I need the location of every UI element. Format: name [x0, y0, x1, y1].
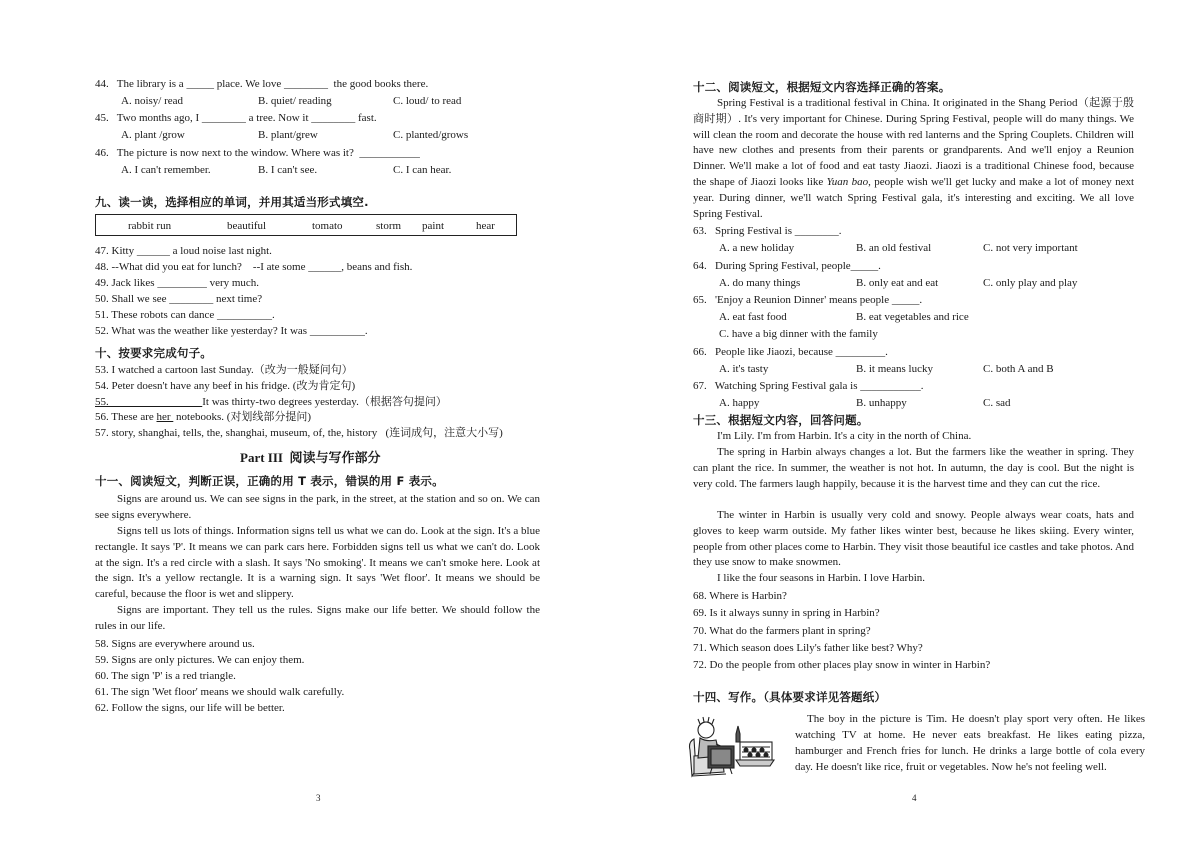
word-bank-item: paint — [422, 220, 444, 232]
q57: 57. story, shanghai, tells, the, shanghai, museum, of, the, history (连词成句，注意大小写) — [95, 427, 503, 439]
q67-option-b: B. unhappy — [856, 397, 907, 409]
q44-option-c: C. loud/ to read — [393, 95, 462, 107]
boy-watching-tv-illustration — [686, 712, 778, 786]
page-number: 3 — [316, 793, 321, 803]
q67-option-a: A. happy — [719, 397, 760, 409]
section-11-title: 十一、阅读短文，判断正误，正确的用 T 表示，错误的用 F 表示。 — [95, 474, 444, 488]
q50: 50. Shall we see ________ next time? — [95, 293, 263, 305]
passage-part-b: , people wish we'll get lucky and make a lot of money next year. During dinner, we'll watch Spring Festival gala, it's interesting and exciting. We all love Spring Festival. — [693, 175, 1135, 220]
q55-text: It was thirty-two degrees yesterday.（根据答句提问） — [202, 396, 447, 408]
word-bank-item: beautiful — [227, 220, 267, 232]
q64-option-a: A. do many things — [719, 277, 801, 289]
q46-option-b: B. I can't see. — [258, 164, 318, 176]
q44-option-b: B. quiet/ reading — [258, 95, 332, 107]
q63-option-b: B. an old festival — [856, 242, 932, 254]
q67-stem: 67. Watching Spring Festival gala is ___________. — [693, 380, 924, 392]
q64-option-c: C. only play and play — [983, 277, 1078, 289]
q52: 52. What was the weather like yesterday? It was __________. — [95, 325, 368, 337]
q67-option-c: C. sad — [983, 397, 1011, 409]
q53: 53. I watched a cartoon last Sunday.（改为一般疑问句） — [95, 364, 353, 376]
writing-prompt-text: The boy in the picture is Tim. He doesn't play sport very often. He likes watching TV at home. He never eats breakfast. He likes eating pizza, hamburger and French fries for lunch. He drinks a large bottle of cola every day. He doesn't like rice, fruit or vegetables. Now he's not feeling well. — [795, 713, 1145, 773]
q65-stem: 65. 'Enjoy a Reunion Dinner' means people _____. — [693, 294, 923, 306]
section-10-title: 十、按要求完成句子。 — [95, 346, 212, 360]
q66-stem: 66. People like Jiaozi, because _________. — [693, 346, 888, 358]
q65-option-c: C. have a big dinner with the family — [719, 328, 878, 340]
q56-pre: 56. These are — [95, 411, 157, 423]
q60: 60. The sign 'P' is a red triangle. — [95, 670, 236, 682]
q64-stem: 64. During Spring Festival, people_____. — [693, 260, 881, 272]
q56-post: notebooks. (对划线部分提问) — [173, 411, 312, 423]
section-9-title: 九、读一读，选择相应的单词，并用其适当形式填空. — [95, 195, 369, 209]
q55 — [95, 395, 447, 409]
q49: 49. Jack likes _________ very much. — [95, 277, 260, 289]
q62: 62. Follow the signs, our life will be better. — [95, 702, 285, 714]
section-12-title: 十二、阅读短文，根据短文内容选择正确的答案。 — [693, 80, 951, 94]
q55-blank: 55. ________________ — [95, 396, 203, 408]
word-bank-item: storm — [376, 220, 402, 232]
q45-option-c: C. planted/grows — [393, 129, 469, 141]
q63-option-a: A. a new holiday — [719, 242, 795, 254]
q59: 59. Signs are only pictures. We can enjoy them. — [95, 654, 305, 666]
q47: 47. Kitty ______ a loud noise last night. — [95, 245, 272, 257]
section-14-title: 十四、写作。（具体要求详见答题纸） — [693, 690, 887, 704]
passage-part-a: Spring Festival is a traditional festival in China. It originated in the Shang Period（起源于殷商时期）. It's very important for Chinese. During Spring Festival, people will do many things. We will clean the room and decorate the house with red lanterns and the Spring Couplets. Children will have new clothes and presents from their parents or grandparents. And we'll enjoy a Reunion Dinner. We'll make a lot of food and eat tasty Jiaozi. Jiaozi is a traditional Chinese food, because the shape of Jiaozi looks like — [693, 97, 1134, 188]
signs-passage-p2: Signs tell us lots of things. Information signs tell us what we can do. Look at the sign. It's a blue rectangle. It says 'P'. It means we can park cars here. Forbidden signs tell us what we can't do. Look at the sign. It's a red circle with a slash. It says 'No smoking'. It means we can't smoke here. Look at the sign. It's a yellow rectangle. It is a warning sign. It says 'Wet floor'. It means we should be careful, because the floor is wet and slippery. — [95, 525, 540, 601]
spring-festival-passage — [693, 96, 1134, 222]
part-3-title: Part III 阅读与写作部分 — [240, 450, 381, 465]
q61: 61. The sign 'Wet floor' means we should walk carefully. — [95, 686, 345, 698]
harbin-passage-p4: I like the four seasons in Harbin. I love Harbin. — [717, 572, 926, 584]
q64-option-b: B. only eat and eat — [856, 277, 939, 289]
word-bank-item: hear — [476, 220, 495, 232]
word-bank-item: tomato — [312, 220, 343, 232]
q66-option-c: C. both A and B — [983, 363, 1054, 375]
q51: 51. These robots can dance __________. — [95, 309, 275, 321]
q65-option-b: B. eat vegetables and rice — [856, 311, 969, 323]
q44-stem: 44. The library is a _____ place. We love ________ the good books there. — [95, 78, 429, 90]
word-bank-box — [95, 214, 517, 236]
q45-option-a: A. plant /grow — [121, 129, 185, 141]
q44-option-a: A. noisy/ read — [121, 95, 184, 107]
signs-passage-p1: Signs are around us. We can see signs in the park, in the street, at the station and so on. We can see signs everywhere. — [95, 493, 540, 521]
q46-option-a: A. I can't remember. — [121, 164, 211, 176]
q46-option-c: C. I can hear. — [393, 164, 452, 176]
harbin-passage-p3: The winter in Harbin is usually very cold and snowy. People always wear coats, hats and gloves to keep warm outside. My father likes winter best, because he likes skiing. Every winter, people from other places come to Harbin. They visit those beautiful ice castles and take photos. And they use snow to make snowmen. — [693, 509, 1134, 569]
q66-option-a: A. it's tasty — [719, 363, 769, 375]
q48: 48. --What did you eat for lunch? --I ate some ______, beans and fish. — [95, 261, 413, 273]
q71: 71. Which season does Lily's father like best? Why? — [693, 642, 923, 654]
q63-option-c: C. not very important — [983, 242, 1078, 254]
q54: 54. Peter doesn't have any beef in his fridge. (改为肯定句) — [95, 380, 356, 392]
q56 — [95, 410, 311, 424]
q45-stem: 45. Two months ago, I ________ a tree. Now it ________ fast. — [95, 112, 377, 124]
page-4 — [600, 0, 1200, 848]
q65-option-a: A. eat fast food — [719, 311, 787, 323]
q63-stem: 63. Spring Festival is ________. — [693, 225, 842, 237]
signs-passage-p3: Signs are important. They tell us the rules. Signs make our life better. We should follow the rules in our life. — [95, 604, 540, 632]
harbin-passage-p2: The spring in Harbin always changes a lot. But the farmers like the weather in spring. They can plant the rice. In summer, the weather is not hot. In autumn, the day is cool. But the night is very cold. The farmers laugh happily, because it is the harvest time and they can cut the rice. — [693, 446, 1134, 490]
q70: 70. What do the farmers plant in spring? — [693, 625, 871, 637]
harbin-passage-p1: I'm Lily. I'm from Harbin. It's a city in the north of China. — [717, 430, 972, 442]
q72: 72. Do the people from other places play snow in winter in Harbin? — [693, 659, 991, 671]
page-number: 4 — [912, 793, 917, 803]
word-bank-item: rabbit run — [128, 220, 172, 232]
q68: 68. Where is Harbin? — [693, 590, 787, 602]
section-13-title: 十三、根据短文内容，回答问题。 — [693, 413, 869, 427]
q56-underlined: her — [156, 411, 174, 423]
passage-italic: Yuan bao — [826, 175, 869, 188]
q58: 58. Signs are everywhere around us. — [95, 638, 255, 650]
q46-stem: 46. The picture is now next to the window. Where was it? ___________ — [95, 147, 420, 159]
q66-option-b: B. it means lucky — [856, 363, 933, 375]
q69: 69. Is it always sunny in spring in Harbin? — [693, 607, 880, 619]
q45-option-b: B. plant/grew — [258, 129, 318, 141]
